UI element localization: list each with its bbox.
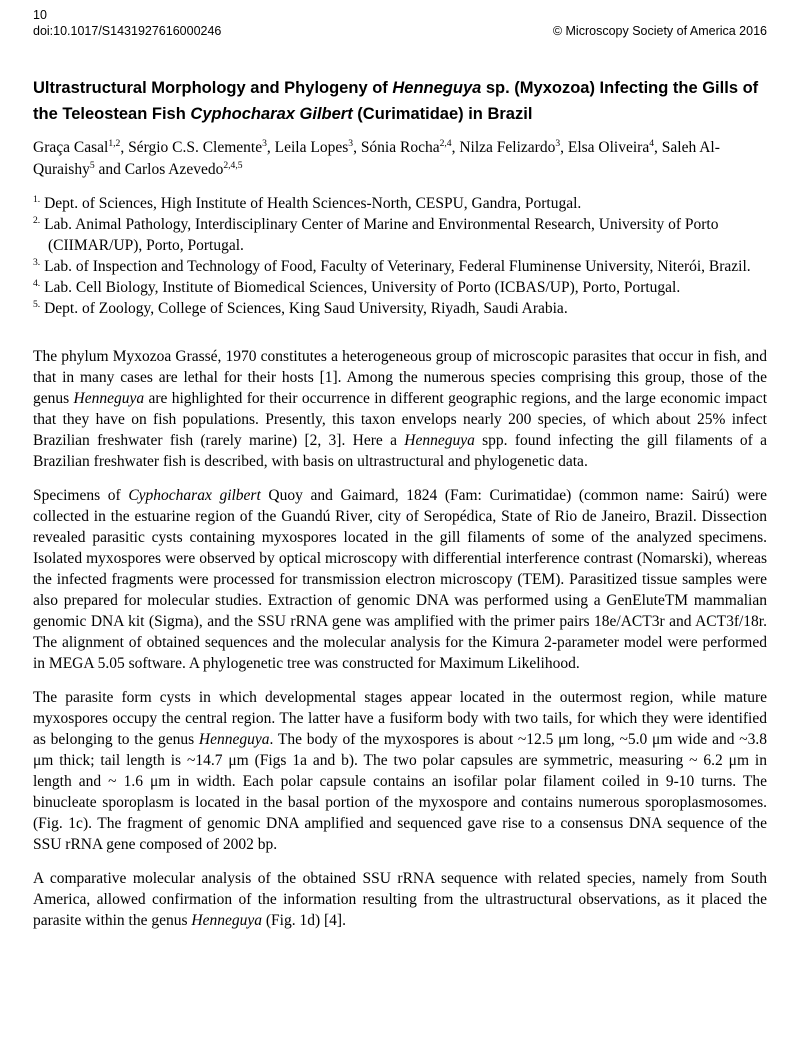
article-title: Ultrastructural Morphology and Phylogeny of Henneguya sp. (Myxozoa) Infecting the Gills of the Teleostean Fish Cyphocharax Gilbert (Curimatidae) in Brazil: [33, 79, 759, 123]
page-number: 10: [33, 8, 47, 22]
affiliation-item-3: $^{3.}$ Lab. of Inspection and Technology of Food, Faculty of Veterinary, Federal Fluminense University, Niterói, Brazil.: [33, 256, 751, 275]
affiliation-item-2: $^{2.}$ Lab. Animal Pathology, Interdisciplinary Center of Marine and Environmental Research, University of Porto (CIIMAR/UP), Porto, Portugal.: [33, 214, 719, 254]
affiliation-item-5: $^{5.}$ Dept. of Zoology, College of Sciences, King Saud University, Riyadh, Saudi Arabia.: [33, 298, 568, 317]
author-list: Graça Casal$^{1,2}$, Sérgio C.S. Clemente$^3$, Leila Lopes$^3$, Sónia Rocha$^{2,4}$, Nilza Felizardo$^3$, Elsa Oliveira$^4$, Saleh Al-Quraishy$^5$ and Carlos Azevedo$^{2,4,5}$: [33, 137, 720, 178]
paragraph-2: Specimens of Cyphocharax gilbert Quoy and Gaimard, 1824 (Fam: Curimatidae) (common name: Sairú) were collected in the estuarine region of the Guandú River, city of Seropédica, State of Rio de Janeiro, Brazil. Dissection revealed parasitic cysts containing myxospores located in the gill filaments of some of the analyzed specimens. Isolated myxospores were observed by optical microscopy with differential interference contrast (Nomarski), whereas the infected fragments were processed for transmission electron microscopy (TEM). Parasitized tissue samples were also prepared for molecular studies. Extraction of genomic DNA was performed using a GenEluteTM mammalian genomic DNA kit (Sigma), and the SSU rRNA gene was amplified with the primer pairs 18e/ACT3r and ACT3f/18r. The alignment of obtained sequences and the molecular analysis for the Kimura 2-parameter model were performed in MEGA 5.05 software. A phylogenetic tree was constructed for Maximum Likelihood.: [33, 487, 767, 672]
page-header: [33, 8, 767, 39]
paragraph-1: The phylum Myxozoa Grassé, 1970 constitutes a heterogeneous group of microscopic parasites that occur in fish, and that in many cases are lethal for their hosts [1]. Among the numerous species comprising this group, those of the genus Henneguya are highlighted for their occurrence in different geographic regions, and the large economic impact that they have on fish populations. Presently, this taxon envelops nearly 200 species, of which about 25% infect Brazilian freshwater fish (rarely marine) [2, 3]. Here a Henneguya spp. found infecting the gill filaments of a Brazilian freshwater fish is described, with basis on ultrastructural and phylogenetic data.: [33, 348, 767, 470]
header-row: [33, 24, 767, 39]
affiliation-item-4: $^{4.}$ Lab. Cell Biology, Institute of Biomedical Sciences, University of Porto (ICBAS/UP), Porto, Portugal.: [33, 277, 681, 296]
doi: doi:10.1017/S1431927616000246: [33, 24, 222, 38]
copyright-notice: © Microscopy Society of America 2016: [552, 24, 767, 38]
paragraph-3: The parasite form cysts in which developmental stages appear located in the outermost region, while mature myxospores occupy the central region. The latter have a fusiform body with two tails, for which they were identified as belonging to the genus Henneguya. The body of the myxospores is about ~12.5 μm long, ~5.0 μm wide and ~3.8 μm thick; tail length is ~14.7 μm (Figs 1a and b). The two polar capsules are symmetric, measuring ~ 6.2 μm in length and ~ 1.6 μm in width. Each polar capsule contains an isofilar polar filament coiled in 9-10 turns. The binucleate sporoplasm is located in the basal portion of the myxospore and contains numerous sporoplasmosomes. (Fig. 1c). The fragment of genomic DNA amplified and sequenced gave rise to a consensus DNA sequence of the SSU rRNA gene composed of 2002 bp.: [33, 689, 768, 853]
affiliation-list: [33, 193, 767, 319]
paragraph-4: A comparative molecular analysis of the obtained SSU rRNA sequence with related species, namely from South America, allowed confirmation of the information resulting from the ultrastructural observations, as it placed the parasite within the genus Henneguya (Fig. 1d) [4].: [33, 870, 767, 929]
affiliation-item-1: $^{1.}$ Dept. of Sciences, High Institute of Health Sciences-North, CESPU, Gandra, Portugal.: [33, 193, 582, 212]
